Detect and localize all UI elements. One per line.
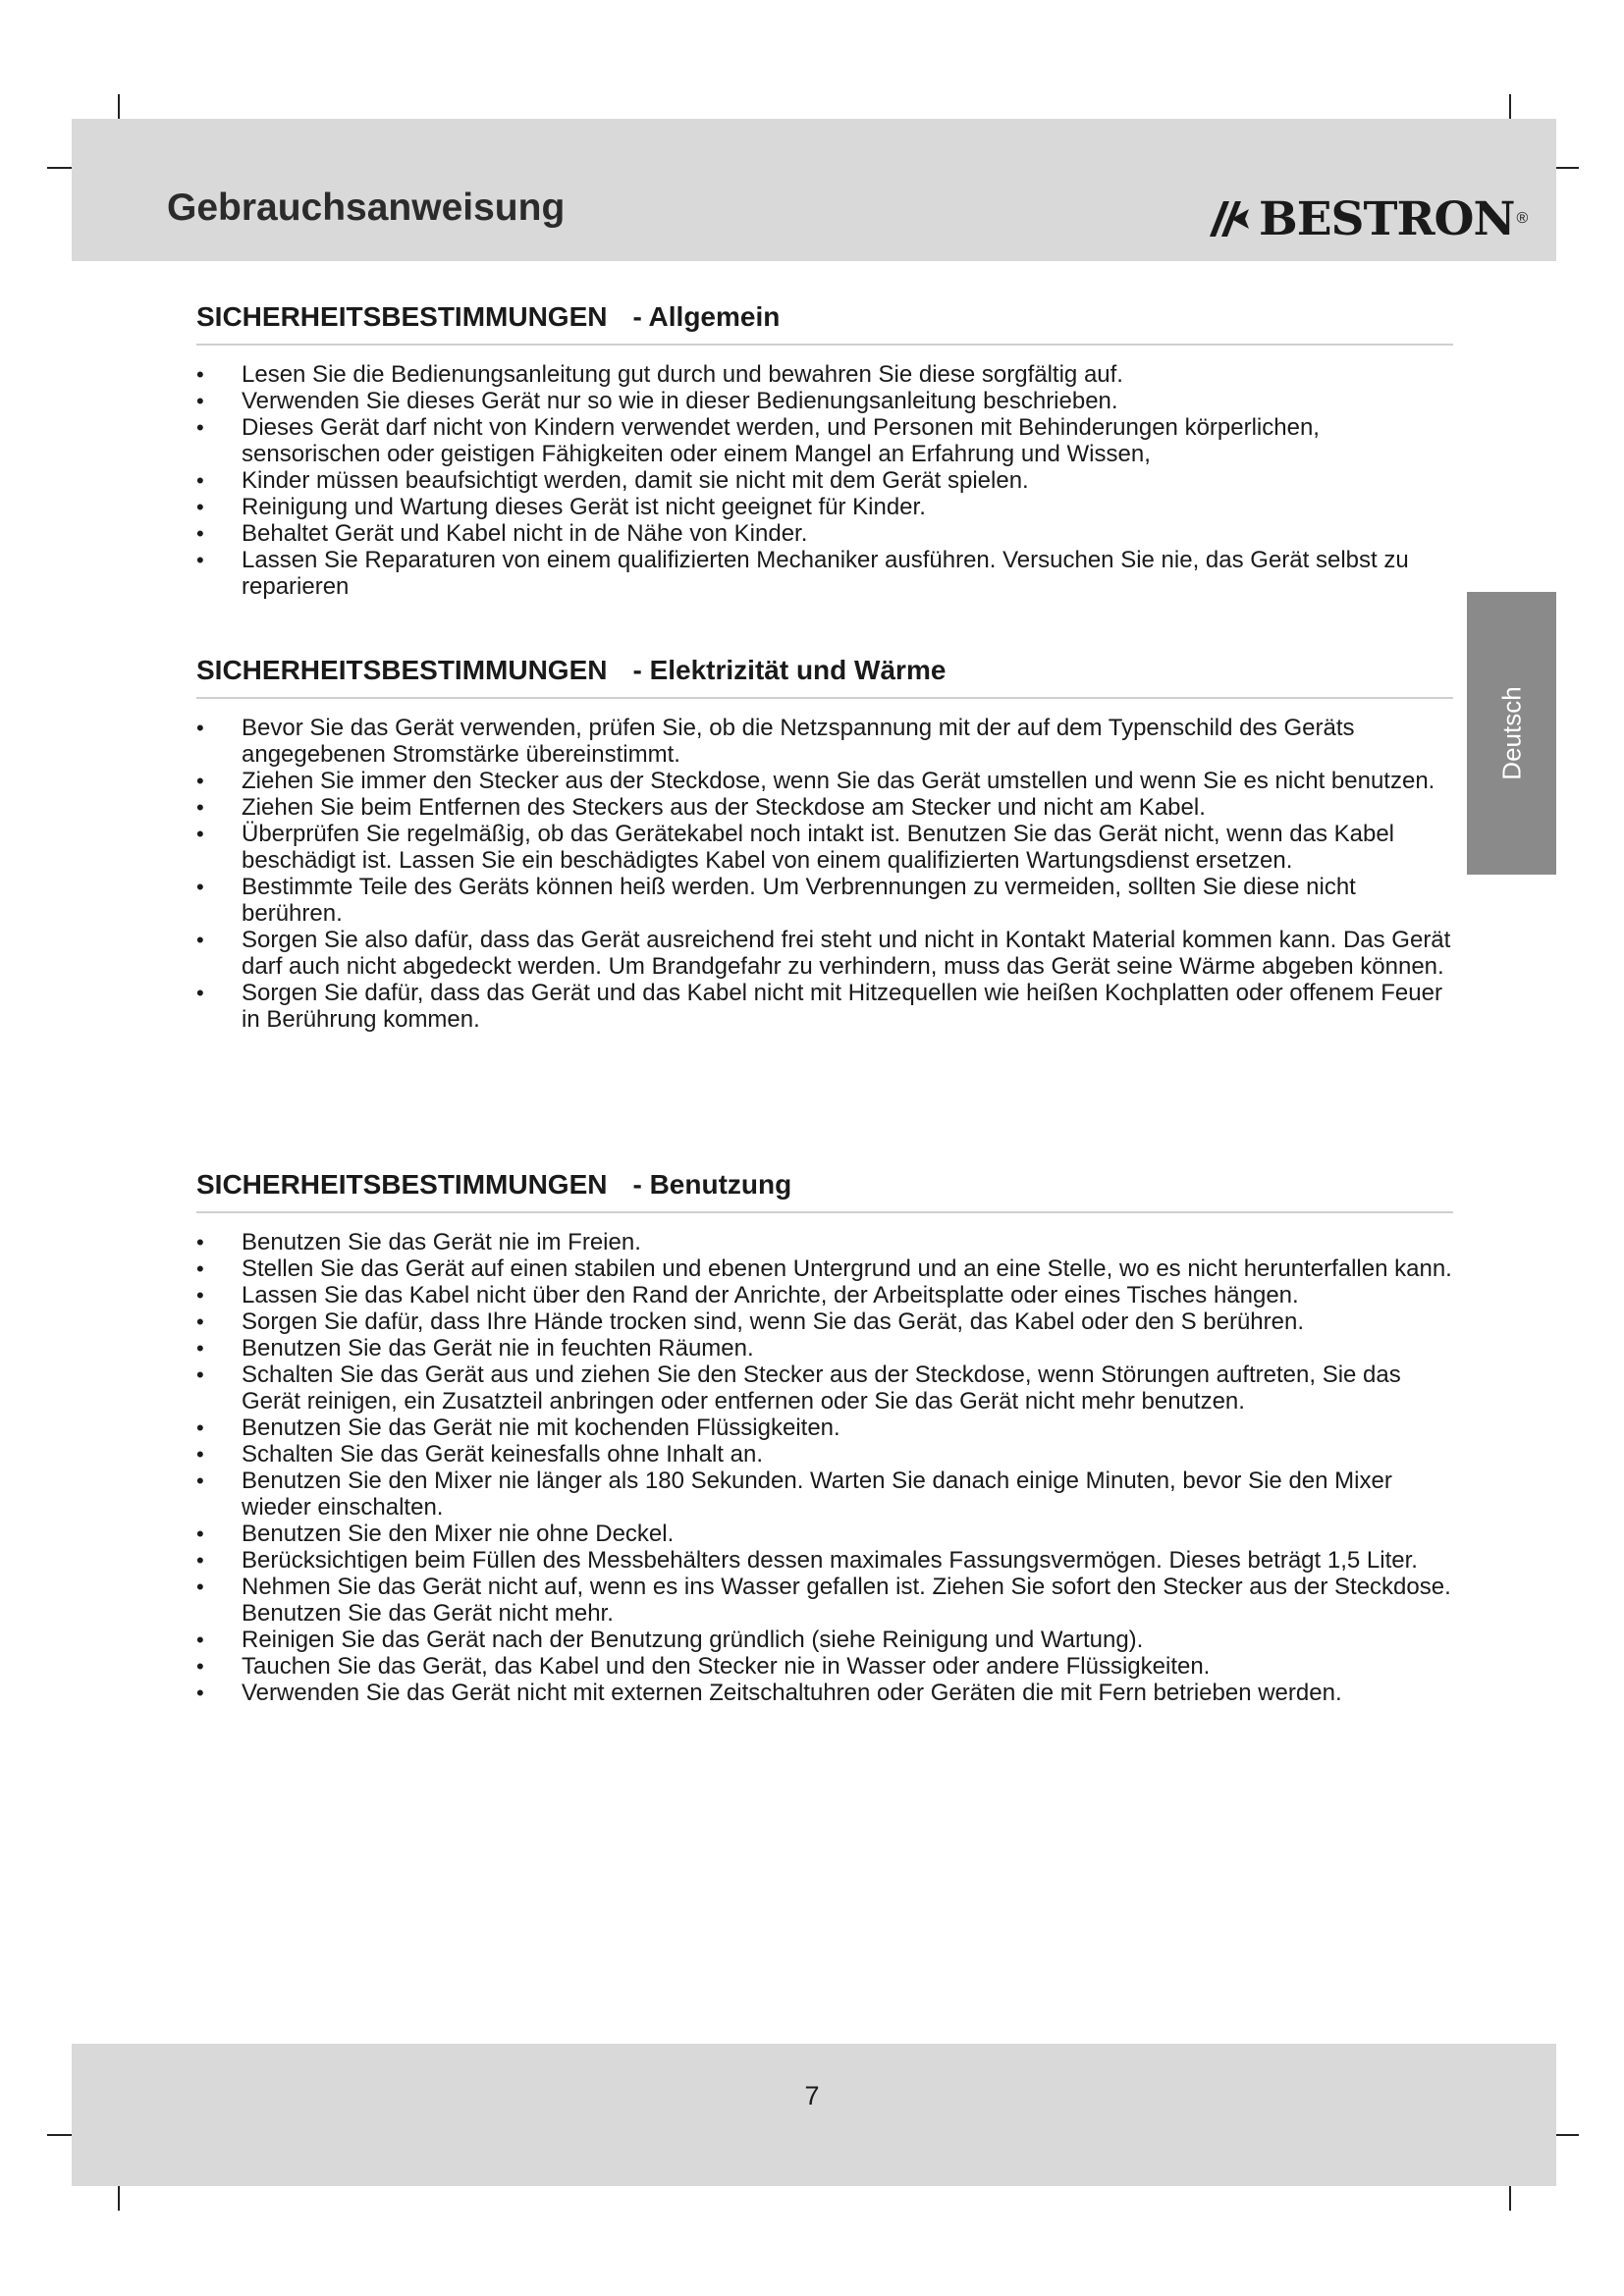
brand-logo — [1206, 189, 1528, 248]
section-heading-main: SICHERHEITSBESTIMMUNGEN — [196, 655, 608, 685]
list-item: • Dieses Gerät darf nicht von Kindern verwendet werden, und Personen mit Behinderungen körperlichen, sensorischen oder geistigen Fähigkeiten oder einem Mangel an Erfahrung und Wissen, — [196, 414, 1453, 467]
list-item: • Bestimmte Teile des Geräts können heiß werden. Um Verbrennungen zu vermeiden, sollten Sie diese nicht berühren. — [196, 874, 1453, 927]
list-item: • Reinigen Sie das Gerät nach der Benutzung gründlich (siehe Reinigung und Wartung). — [196, 1627, 1453, 1653]
section-heading — [196, 300, 1453, 346]
list-item: • Sorgen Sie dafür, dass das Gerät und das Kabel nicht mit Hitzequellen wie heißen Kochplatten oder offenem Feuer in Berührung kommen. — [196, 980, 1453, 1033]
list-item: • Tauchen Sie das Gerät, das Kabel und den Stecker nie in Wasser oder andere Flüssigkeiten. — [196, 1653, 1453, 1680]
section-heading-sub: - Allgemein — [632, 301, 781, 332]
language-tab-label: Deutsch — [1496, 686, 1526, 780]
bullet-list — [196, 1229, 1453, 1706]
section-elektrizitaet — [196, 654, 1453, 1033]
footer-band — [72, 2044, 1556, 2186]
list-item: • Berücksichtigen beim Füllen des Messbehälters dessen maximales Fassungsvermögen. Dieses beträgt 1,5 Liter. — [196, 1547, 1453, 1574]
list-item: • Lesen Sie die Bedienungsanleitung gut durch und bewahren Sie diese sorgfältig auf. — [196, 361, 1453, 388]
section-heading-main: SICHERHEITSBESTIMMUNGEN — [196, 301, 608, 332]
list-item: • Überprüfen Sie regelmäßig, ob das Gerätekabel noch intakt ist. Benutzen Sie das Gerät nicht, wenn das Kabel beschädigt ist. Lassen Sie ein beschädigtes Kabel von einem qualifizierten Wartungsdienst ersetzen. — [196, 821, 1453, 874]
list-item: • Benutzen Sie den Mixer nie ohne Deckel. — [196, 1521, 1453, 1547]
list-item: • Verwenden Sie das Gerät nicht mit externen Zeitschaltuhren oder Geräten die mit Fern betrieben werden. — [196, 1680, 1453, 1706]
list-item: • Benutzen Sie das Gerät nie im Freien. — [196, 1229, 1453, 1255]
section-heading-sub: - Elektrizität und Wärme — [632, 655, 947, 685]
section-heading — [196, 654, 1453, 699]
section-benutzung — [196, 1168, 1453, 1706]
bullet-list — [196, 361, 1453, 600]
list-item: • Schalten Sie das Gerät aus und ziehen Sie den Stecker aus der Steckdose, wenn Störungen auftreten, Sie das Gerät reinigen, ein Zusatzteil anbringen oder entfernen oder Sie das Gerät nicht mehr benutzen. — [196, 1362, 1453, 1415]
list-item: • Bevor Sie das Gerät verwenden, prüfen Sie, ob die Netzspannung mit der auf dem Typenschild des Geräts angegebenen Stromstärke übereinstimmt. — [196, 715, 1453, 768]
list-item: • Behaltet Gerät und Kabel nicht in de Nähe von Kinder. — [196, 520, 1453, 547]
list-item: • Kinder müssen beaufsichtigt werden, damit sie nicht mit dem Gerät spielen. — [196, 467, 1453, 494]
list-item: • Benutzen Sie das Gerät nie in feuchten Räumen. — [196, 1335, 1453, 1362]
section-heading-sub: - Benutzung — [632, 1169, 792, 1200]
language-tab — [1467, 592, 1556, 875]
list-item: • Benutzen Sie das Gerät nie mit kochenden Flüssigkeiten. — [196, 1415, 1453, 1441]
list-item: • Verwenden Sie dieses Gerät nur so wie in dieser Bedienungsanleitung beschrieben. — [196, 388, 1453, 414]
list-item: • Nehmen Sie das Gerät nicht auf, wenn es ins Wasser gefallen ist. Ziehen Sie sofort den Stecker aus der Steckdose. Benutzen Sie das Gerät nicht mehr. — [196, 1574, 1453, 1627]
bullet-list — [196, 715, 1453, 1033]
section-heading-main: SICHERHEITSBESTIMMUNGEN — [196, 1169, 608, 1200]
brand-registered-mark: ® — [1516, 210, 1529, 227]
list-item: • Ziehen Sie beim Entfernen des Steckers aus der Steckdose am Stecker und nicht am Kabel. — [196, 794, 1453, 821]
list-item: • Reinigung und Wartung dieses Gerät ist nicht geeignet für Kinder. — [196, 494, 1453, 520]
document-title: Gebrauchsanweisung — [167, 187, 566, 229]
list-item: • Lassen Sie Reparaturen von einem qualifizierten Mechaniker ausführen. Versuchen Sie nie, das Gerät selbst zu reparieren — [196, 547, 1453, 600]
page-number: 7 — [804, 2081, 820, 2110]
list-item: • Sorgen Sie dafür, dass Ihre Hände trocken sind, wenn Sie das Gerät, das Kabel oder den S berühren. — [196, 1308, 1453, 1335]
list-item: • Stellen Sie das Gerät auf einen stabilen und ebenen Untergrund und an eine Stelle, wo es nicht herunterfallen kann. — [196, 1255, 1453, 1282]
list-item: • Sorgen Sie also dafür, dass das Gerät ausreichend frei steht und nicht in Kontakt Material kommen kann. Das Gerät darf auch nicht abgedeckt werden. Um Brandgefahr zu verhindern, muss das Gerät seine Wärme abgeben können. — [196, 927, 1453, 980]
list-item: • Lassen Sie das Kabel nicht über den Rand der Anrichte, der Arbeitsplatte oder eines Tisches hängen. — [196, 1282, 1453, 1308]
list-item: • Benutzen Sie den Mixer nie länger als 180 Sekunden. Warten Sie danach einige Minuten, bevor Sie den Mixer wieder einschalten. — [196, 1468, 1453, 1521]
list-item: • Schalten Sie das Gerät keinesfalls ohne Inhalt an. — [196, 1441, 1453, 1468]
section-heading — [196, 1168, 1453, 1213]
section-allgemein — [196, 300, 1453, 600]
brand-arrows-icon — [1206, 199, 1251, 239]
list-item: • Ziehen Sie immer den Stecker aus der Steckdose, wenn Sie das Gerät umstellen und wenn Sie es nicht benutzen. — [196, 768, 1453, 794]
brand-name: BESTRON — [1259, 191, 1515, 246]
